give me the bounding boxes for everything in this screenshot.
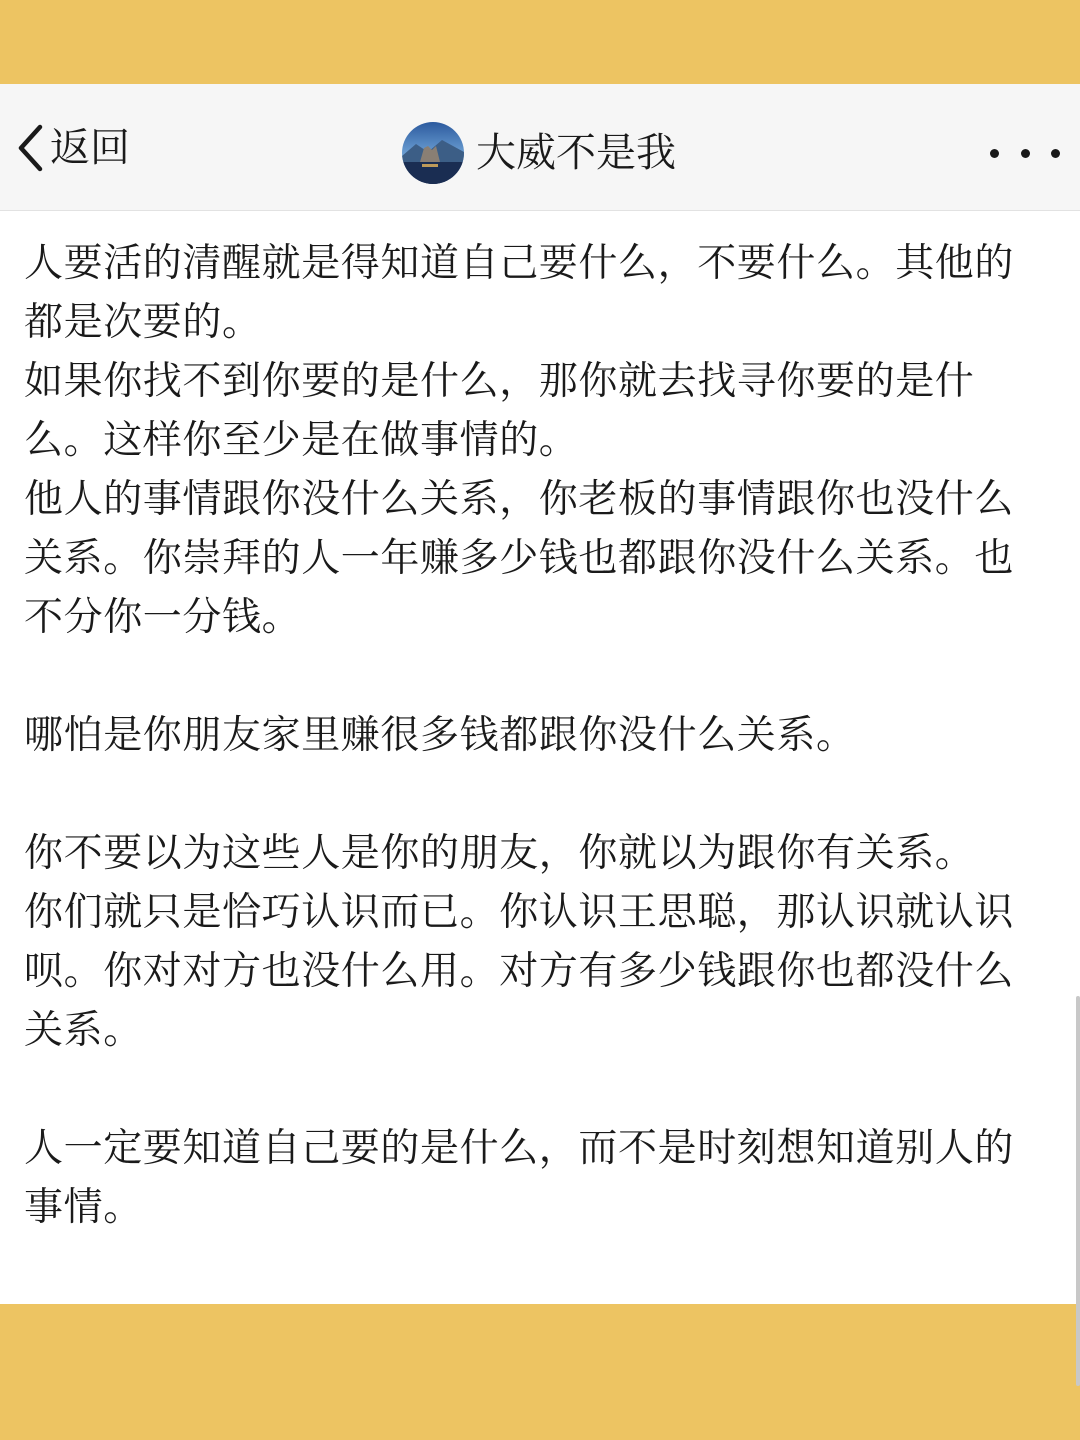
post-card	[0, 84, 1080, 1304]
paragraph-spacer	[24, 765, 1044, 824]
post-paragraph: 你们就只是恰巧认识而已。你认识王思聪，那认识就认识呗。你对对方也没什么用。对方有多少钱跟你也都没什么关系。	[24, 890, 1015, 1053]
post-paragraph: 人一定要知道自己要的是什么，而不是时刻想知道别人的事情。	[24, 1126, 1015, 1230]
author-profile[interactable]	[402, 122, 676, 184]
post-paragraph: 他人的事情跟你没什么关系，你老板的事情跟你也没什么关系。你崇拜的人一年赚多少钱也都跟你没什么关系。也不分你一分钱。	[24, 477, 1015, 640]
post-paragraph: 哪怕是你朋友家里赚很多钱都跟你没什么关系。	[24, 713, 856, 758]
scrollbar[interactable]	[1076, 996, 1080, 1386]
navigation-bar	[0, 84, 1080, 211]
back-button[interactable]	[16, 124, 130, 172]
back-label: 返回	[50, 125, 130, 171]
more-horizontal-icon-dot	[1021, 149, 1030, 158]
author-username[interactable]: 大威不是我	[476, 130, 676, 176]
more-horizontal-icon-dot	[1051, 149, 1060, 158]
avatar[interactable]	[402, 122, 464, 184]
top-frame-band	[0, 0, 1080, 84]
post-paragraph: 你不要以为这些人是你的朋友，你就以为跟你有关系。	[24, 831, 975, 876]
more-options-button[interactable]	[990, 130, 1060, 176]
paragraph-spacer	[24, 647, 1044, 706]
paragraph-spacer	[24, 1060, 1044, 1119]
more-horizontal-icon	[990, 149, 999, 158]
post-paragraph: 人要活的清醒就是得知道自己要什么，不要什么。其他的都是次要的。	[24, 241, 1015, 345]
chevron-left-icon	[16, 124, 46, 172]
post-body	[24, 234, 1044, 1237]
post-paragraph: 如果你找不到你要的是什么，那你就去找寻你要的是什么。这样你至少是在做事情的。	[24, 359, 975, 463]
